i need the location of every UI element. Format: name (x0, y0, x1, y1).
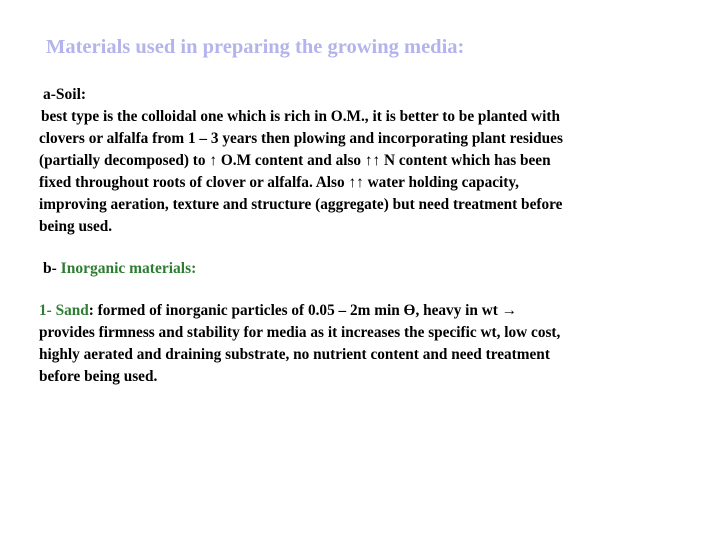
slide-title: Materials used in preparing the growing media: (46, 36, 465, 58)
sand-line: highly aerated and draining substrate, no nutrient content and need treatment (39, 346, 550, 363)
sand-label-prefix: 1- (39, 302, 52, 319)
soil-heading: a-Soil: (43, 86, 87, 103)
sand-first-line (39, 300, 699, 322)
soil-line: best type is the colloidal one which is rich in O.M., it is better to be planted with (41, 108, 560, 125)
inorganic-heading-label: Inorganic materials: (60, 260, 197, 277)
inorganic-heading-prefix: b- (43, 260, 57, 277)
soil-line: (partially decomposed) to ↑ O.M content and also ↑↑ N content which has been (39, 152, 551, 169)
sand-line: provides firmness and stability for media as it increases the specific wt, low cost, (39, 324, 561, 341)
inorganic-heading (43, 260, 196, 278)
sand-first-line-text: : formed of inorganic particles of 0.05 – 2m min Ө, heavy in wt → (88, 302, 518, 319)
soil-paragraph (39, 106, 699, 238)
sand-label: Sand (55, 302, 89, 319)
soil-line: improving aeration, texture and structure (aggregate) but need treatment before (39, 196, 563, 213)
soil-line: being used. (39, 218, 113, 235)
soil-line: clovers or alfalfa from 1 – 3 years then plowing and incorporating plant residues (39, 130, 563, 147)
soil-line: fixed throughout roots of clover or alfalfa. Also ↑↑ water holding capacity, (39, 174, 520, 191)
sand-paragraph (39, 300, 699, 388)
sand-line: before being used. (39, 368, 158, 385)
